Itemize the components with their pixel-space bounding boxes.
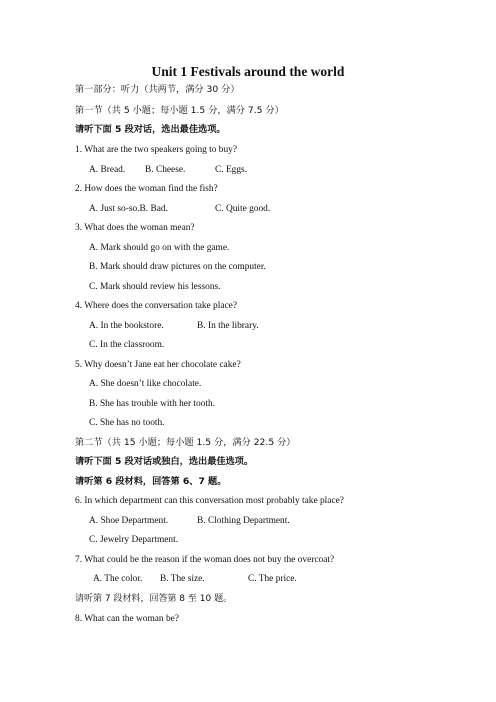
- q5-option-a: A. She doesn’t like chocolate.: [89, 379, 202, 389]
- q1-option-a: A. Bread.: [89, 165, 126, 175]
- q3-option-b: B. Mark should draw pictures on the computer.: [89, 262, 266, 272]
- q5-option-c: C. She has no tooth.: [89, 418, 165, 428]
- question-8: 8. What can the woman be?: [75, 614, 179, 624]
- question-3: 3. What does the woman mean?: [75, 223, 195, 233]
- material7-instruction: 请听第 7 段材料，回答第 8 至 10 题。: [75, 594, 233, 604]
- question-1: 1. What are the two speakers going to buy?: [75, 145, 238, 155]
- q4-option-c: C. In the classroom.: [89, 340, 165, 350]
- question-4: 4. Where does the conversation take place?: [75, 301, 237, 311]
- q6-option-b: B. Clothing Department.: [197, 516, 290, 526]
- question-2: 2. How does the woman find the fish?: [75, 184, 218, 194]
- section1-instruction: 请听下面 5 段对话，选出最佳选项。: [75, 124, 226, 135]
- question-7: 7. What could be the reason if the woman does not buy the overcoat?: [75, 555, 335, 565]
- q1-option-b: B. Cheese.: [145, 165, 186, 175]
- section1-heading: 第一节（共 5 小题；每小题 1.5 分，满分 7.5 分）: [75, 105, 284, 116]
- q1-option-c: C. Eggs.: [215, 165, 248, 175]
- q2-option-ab: A. Just so-so.B. Bad.: [89, 204, 168, 214]
- q2-option-c: C. Quite good.: [215, 204, 271, 214]
- question-5: 5. Why doesn’t Jane eat her chocolate cake?: [75, 360, 241, 370]
- page-title: Unit 1 Festivals around the world: [151, 64, 345, 79]
- q7-option-b: B. The size.: [160, 574, 205, 584]
- q7-option-a: A. The color.: [93, 574, 143, 584]
- part1-heading: 第一部分：听力（共两节，满分 30 分）: [75, 84, 240, 95]
- q7-option-c: C. The price.: [248, 574, 297, 584]
- q3-option-c: C. Mark should review his lessons.: [89, 282, 221, 292]
- q6-option-c: C. Jewelry Department.: [89, 535, 179, 545]
- q3-option-a: A. Mark should go on with the game.: [89, 243, 230, 253]
- q6-option-a: A. Shoe Department.: [89, 516, 169, 526]
- question-6: 6. In which department can this conversation most probably take place?: [75, 496, 344, 506]
- section2-instruction: 请听下面 5 段对话或独白，选出最佳选项。: [75, 456, 254, 467]
- q4-option-a: A. In the bookstore.: [89, 321, 164, 331]
- material6-instruction: 请听第 6 段材料，回答第 6、7 题。: [75, 476, 227, 487]
- q4-option-b: B. In the library.: [197, 321, 259, 331]
- section2-heading: 第二节（共 15 小题；每小题 1.5 分，满分 22.5 分）: [75, 437, 296, 448]
- q5-option-b: B. She has trouble with her tooth.: [89, 399, 216, 409]
